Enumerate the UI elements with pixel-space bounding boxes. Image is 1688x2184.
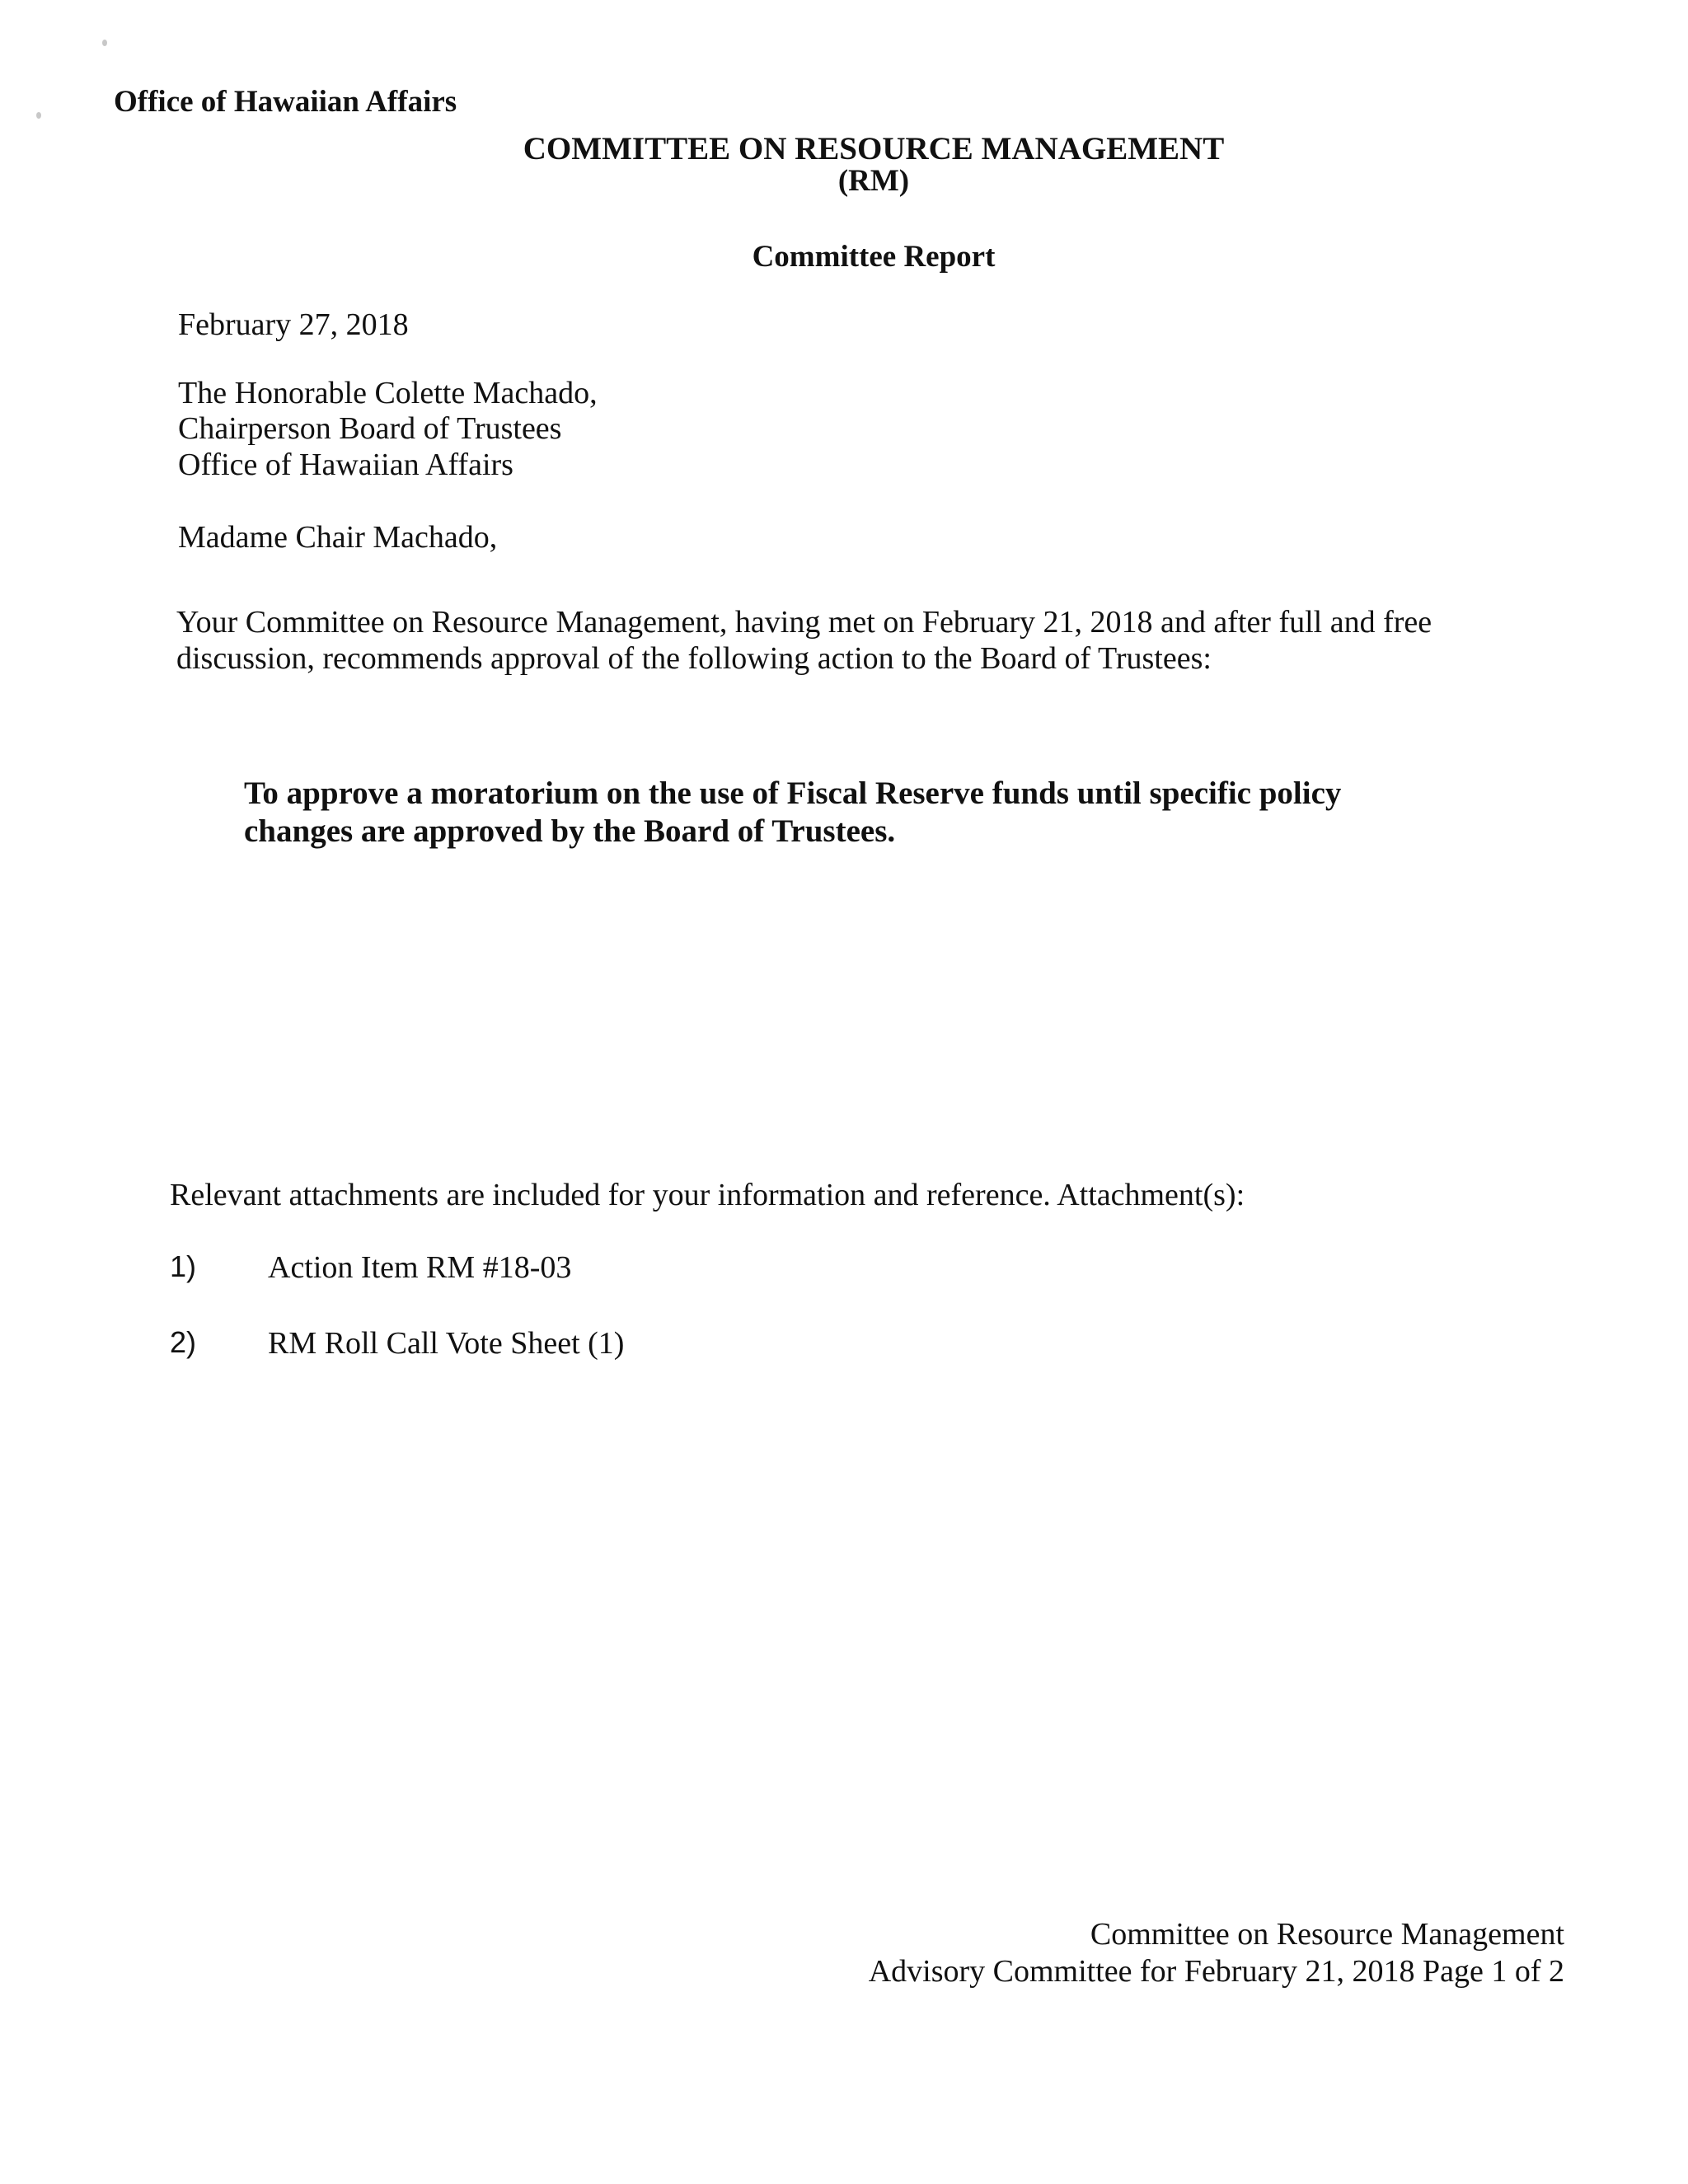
attachment-label: Action Item RM #18-03 bbox=[268, 1250, 572, 1285]
committee-abbreviation: (RM) bbox=[837, 164, 910, 198]
attachment-number: 1) bbox=[170, 1249, 197, 1283]
letter-date: February 27, 2018 bbox=[178, 307, 409, 342]
address-line: Chairperson Board of Trustees bbox=[178, 411, 562, 446]
committee-title: COMMITTEE ON RESOURCE MANAGEMENT bbox=[523, 131, 1225, 166]
report-title: Committee Report bbox=[752, 240, 996, 274]
attachments-intro: Relevant attachments are included for your information and reference. Attachment(s): bbox=[170, 1178, 1245, 1212]
attachment-label: RM Roll Call Vote Sheet (1) bbox=[268, 1326, 625, 1361]
scan-speck bbox=[36, 112, 41, 119]
address-line: The Honorable Colette Machado, bbox=[178, 376, 598, 410]
motion-text: To approve a moratorium on the use of Fiscal Reserve funds until specific policy changes are approved by the Board of Trustees. bbox=[244, 776, 1342, 849]
body-paragraph: Your Committee on Resource Management, having met on February 21, 2018 and after full and free discussion, recommends approval of the following action to the Board of Trustees: bbox=[176, 605, 1432, 676]
scan-speck bbox=[102, 40, 107, 46]
footer-page-info: Advisory Committee for February 21, 2018 Page 1 of 2 bbox=[868, 1954, 1564, 1989]
address-line: Office of Hawaiian Affairs bbox=[178, 448, 513, 482]
footer-committee: Committee on Resource Management bbox=[1090, 1917, 1564, 1952]
attachment-number: 2) bbox=[170, 1325, 197, 1359]
organization-name: Office of Hawaiian Affairs bbox=[114, 85, 457, 119]
salutation: Madame Chair Machado, bbox=[178, 520, 498, 555]
